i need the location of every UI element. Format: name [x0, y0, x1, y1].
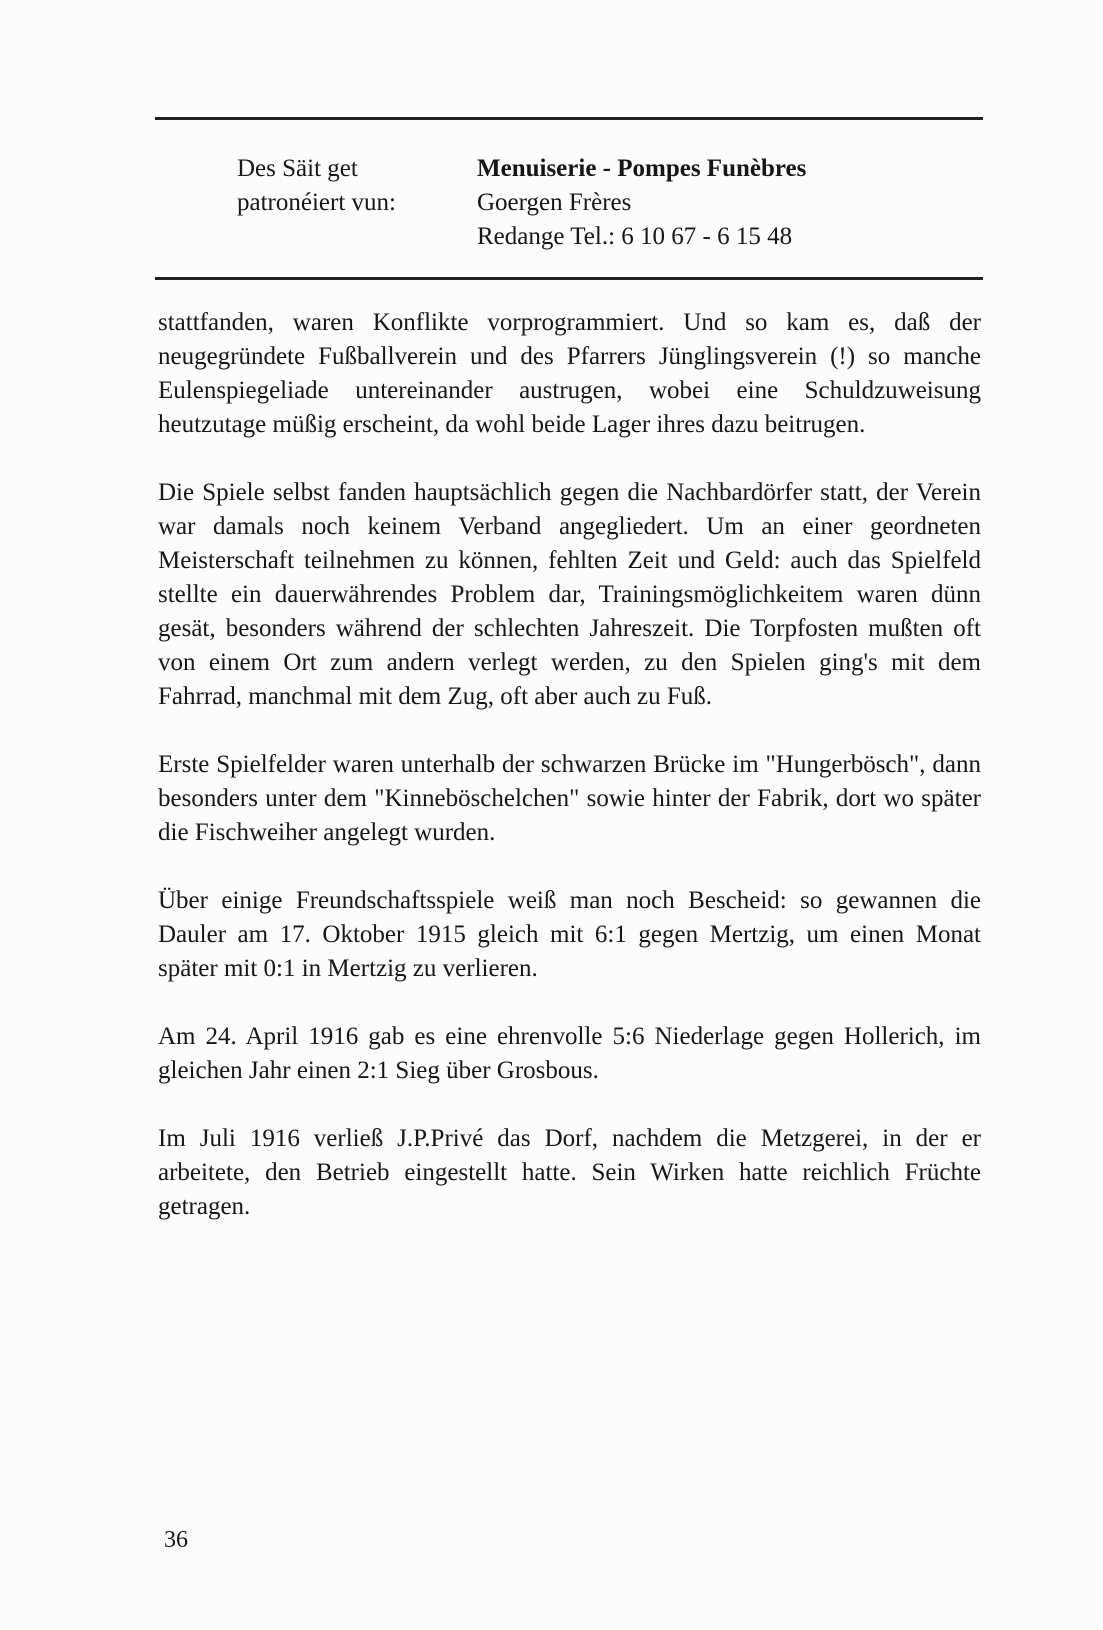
sponsor-label: [237, 152, 396, 220]
paragraph: Über einige Freundschaftsspiele weiß man noch Bescheid: so gewannen die Dauler am 17. Oktober 1915 gleich mit 6:1 gegen Mertzig, um einen Monat später mit 0:1 in Mertzig zu verlieren.: [158, 887, 981, 982]
paragraph: Erste Spielfelder waren unterhalb der schwarzen Brücke im "Hungerbösch", dann besonders unter dem "Kinneböschelchen" sowie hinter der Fabrik, dort wo später die Fischweiher angelegt wurden.: [158, 751, 981, 846]
sponsor-label-line2: patronéiert vun:: [237, 189, 396, 216]
top-rule: [155, 117, 983, 120]
sponsor-contact: Redange Tel.: 6 10 67 - 6 15 48: [477, 223, 793, 250]
paragraph: Die Spiele selbst fanden hauptsächlich gegen die Nachbardörfer statt, der Verein war damals noch keinem Verband angegliedert. Um an einer geordneten Meisterschaft teilnehmen zu können, fehlten Zeit und Geld: auch das Spielfeld stellte ein dauerwährendes Problem dar, Trainingsmöglichkeitem waren dünn gesät, besonders während der schlechten Jahreszeit. Die Torpfosten mußten oft von einem Ort zum andern verlegt werden, zu den Spielen ging's mit dem Fahrrad, manchmal mit dem Zug, oft aber auch zu Fuß.: [158, 479, 981, 710]
sponsor-label-line1: Des Säit get: [237, 155, 358, 182]
paragraph: Im Juli 1916 verließ J.P.Privé das Dorf, nachdem die Metzgerei, in der er arbeitete, den Betrieb eingestellt hatte. Sein Wirken hatte reichlich Früchte getragen.: [158, 1125, 981, 1220]
bottom-rule: [155, 277, 983, 280]
sponsor-name: Goergen Frères: [477, 189, 632, 216]
sponsor-info: [477, 152, 806, 254]
sponsor-company: Menuiserie - Pompes Funèbres: [477, 155, 807, 182]
paragraph: Am 24. April 1916 gab es eine ehrenvolle 5:6 Niederlage gegen Hollerich, im gleichen Jahr einen 2:1 Sieg über Grosbous.: [158, 1023, 981, 1084]
page-number: 36: [164, 1527, 188, 1553]
paragraph: stattfanden, waren Konflikte vorprogrammiert. Und so kam es, daß der neugegründete Fußballverein und des Pfarrers Jünglingsverein (!) so manche Eulenspiegeliade untereinander austrugen, wobei eine Schuldzuweisung heutzutage müßig erscheint, da wohl beide Lager ihres dazu beitrugen.: [158, 309, 981, 438]
sponsor-box: [237, 152, 977, 262]
body-text: [158, 306, 981, 1258]
